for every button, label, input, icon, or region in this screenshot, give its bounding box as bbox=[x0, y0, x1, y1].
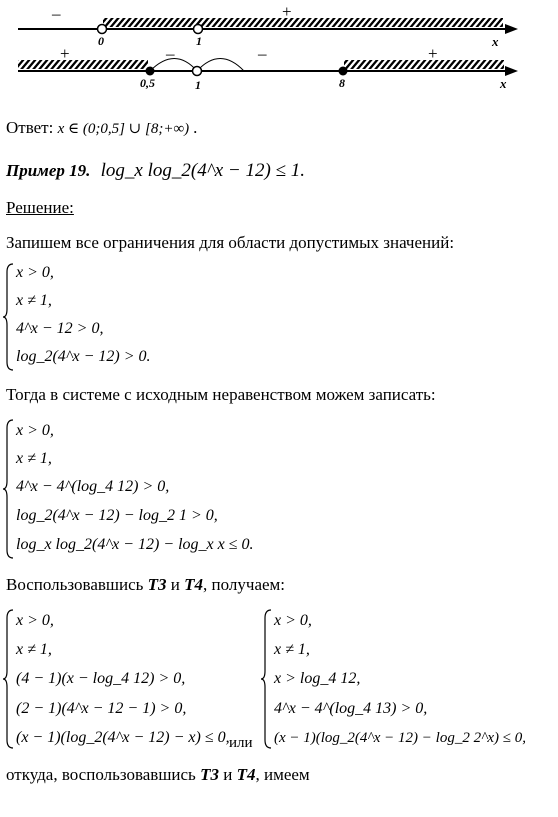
system-3-right-row-2: x ≠ 1, bbox=[274, 641, 310, 658]
system-3-left-row-4: (2 − 1)(4^x − 12 − 1) > 0, bbox=[16, 700, 187, 717]
line1-sign-left: – bbox=[52, 4, 61, 23]
line2-point-8-label: 8 bbox=[339, 76, 345, 90]
line2-sign-2: – bbox=[166, 44, 175, 63]
system-3-left-brace bbox=[2, 608, 16, 750]
system-3-left-row-1: x > 0, bbox=[16, 612, 54, 629]
number-line-diagram bbox=[0, 0, 558, 100]
number-line-1 bbox=[18, 18, 518, 34]
paragraph-4-t4: Т4 bbox=[236, 765, 256, 784]
system-3-right-brace bbox=[260, 608, 274, 750]
open-point-1 bbox=[194, 25, 203, 34]
line1-axis-label: x bbox=[492, 34, 499, 49]
paragraph-4-after: , имеем bbox=[255, 765, 310, 784]
system-3-left-row-5: (x − 1)(log_2(4^x − 12) − x) ≤ 0, bbox=[16, 729, 230, 746]
system-2-brace bbox=[2, 418, 16, 560]
line2-axis-label: x bbox=[500, 76, 507, 91]
line2-point-05-label: 0,5 bbox=[140, 76, 155, 90]
answer-label: Ответ: bbox=[6, 118, 54, 137]
system-2-row-2: x ≠ 1, bbox=[16, 450, 52, 467]
system-3-right-row-5: (x − 1)(log_2(4^x − 12) − log_2 2^x) ≤ 0, bbox=[274, 730, 527, 746]
line1-sign-right: + bbox=[282, 2, 292, 21]
system-1-row-4: log_2(4^x − 12) > 0. bbox=[16, 348, 151, 365]
example-line bbox=[6, 161, 305, 181]
paragraph-3-before: Воспользовавшись bbox=[6, 575, 148, 594]
system-3-left-row-3: (4 − 1)(x − log_4 12) > 0, bbox=[16, 670, 186, 687]
paragraph-4-t3: Т3 bbox=[200, 765, 219, 784]
system-3-right-row-4: 4^x − 4^(log_4 13) > 0, bbox=[274, 700, 428, 717]
system-2-row-3: 4^x − 4^(log_4 12) > 0, bbox=[16, 478, 170, 495]
line2-point-1-label: 1 bbox=[195, 78, 201, 92]
paragraph-3 bbox=[6, 575, 285, 595]
answer-expression: x ∈ (0;0,5] ∪ [8;+∞) bbox=[57, 121, 190, 137]
example-label: Пример 19. bbox=[6, 161, 91, 180]
system-1-row-2: x ≠ 1, bbox=[16, 292, 52, 309]
paragraph-3-t4: Т4 bbox=[184, 575, 204, 594]
line2-sign-3: – bbox=[258, 44, 267, 63]
number-line-2 bbox=[18, 59, 518, 77]
paragraph-4 bbox=[6, 765, 310, 785]
paragraph-3-after: , получаем: bbox=[203, 575, 286, 594]
system-3-left-row-2: x ≠ 1, bbox=[16, 641, 52, 658]
paragraph-2: Тогда в системе с исходным неравенством можем записать: bbox=[6, 385, 436, 404]
or-word: или bbox=[229, 735, 253, 751]
paragraph-4-before: откуда, воспользовавшись bbox=[6, 765, 201, 784]
system-3-right-row-1: x > 0, bbox=[274, 612, 312, 629]
paragraph-4-and: и bbox=[218, 765, 237, 784]
system-1-row-1: x > 0, bbox=[16, 264, 54, 281]
system-2-row-5: log_x log_2(4^x − 12) − log_x x ≤ 0. bbox=[16, 536, 254, 553]
system-1-row-3: 4^x − 12 > 0, bbox=[16, 320, 104, 337]
closed-point-8 bbox=[339, 67, 348, 76]
paragraph-1: Запишем все ограничения для области допустимых значений: bbox=[6, 233, 455, 252]
system-2-row-1: x > 0, bbox=[16, 422, 54, 439]
open-point-1b bbox=[193, 67, 202, 76]
system-1-brace bbox=[2, 262, 16, 372]
answer-period: . bbox=[193, 118, 198, 137]
closed-point-05 bbox=[146, 67, 155, 76]
solution-heading: Решение: bbox=[6, 198, 74, 217]
line2-sign-4: + bbox=[428, 44, 438, 63]
example-inequality: log_x log_2(4^x − 12) ≤ 1. bbox=[100, 160, 305, 181]
paragraph-3-and: и bbox=[166, 575, 185, 594]
answer-line bbox=[6, 118, 197, 139]
paragraph-3-t3: Т3 bbox=[147, 575, 167, 594]
system-2-row-4: log_2(4^x − 12) − log_2 1 > 0, bbox=[16, 507, 218, 524]
line1-point-1-label: 1 bbox=[196, 34, 202, 48]
line1-point-0-label: 0 bbox=[98, 34, 104, 48]
open-point-0 bbox=[98, 25, 107, 34]
system-3-right-row-3: x > log_4 12, bbox=[274, 670, 361, 687]
line2-sign-1: + bbox=[60, 44, 70, 63]
